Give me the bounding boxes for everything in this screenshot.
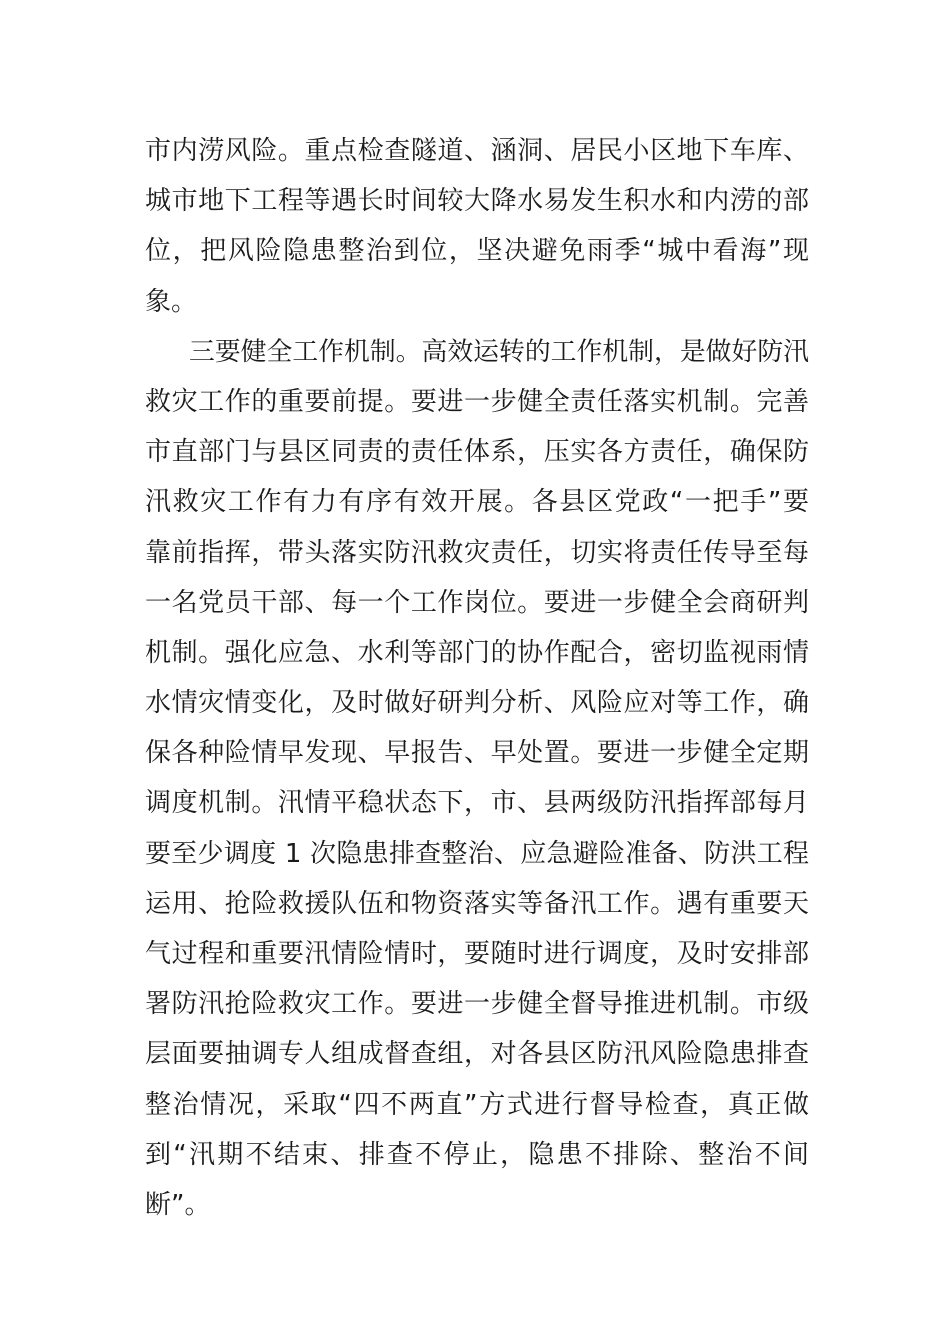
text-line: 市直部门与县区同责的责任体系，压实各方责任，确保防 <box>145 437 809 468</box>
text-line: 三要健全工作机制。高效运转的工作机制，是做好防汛 <box>189 336 809 367</box>
text-line: 城市地下工程等遇长时间较大降水易发生积水和内涝的部 <box>145 186 809 217</box>
text-line: 要至少调度 1 次隐患排查整治、应急避险准备、防洪工程 <box>145 838 809 869</box>
text-line: 水情灾情变化，及时做好研判分析、风险应对等工作，确 <box>145 688 809 719</box>
text-line: 断”。 <box>145 1189 211 1220</box>
document-body <box>145 126 809 1230</box>
text-line: 保各种险情早发现、早报告、早处置。要进一步健全定期 <box>145 738 809 769</box>
text-line: 调度机制。汛情平稳状态下，市、县两级防汛指挥部每月 <box>145 788 809 819</box>
text-line: 层面要抽调专人组成督查组，对各县区防汛风险隐患排查 <box>145 1039 809 1070</box>
text-line: 署防汛抢险救灾工作。要进一步健全督导推进机制。市级 <box>145 989 809 1020</box>
text-line: 一名党员干部、每一个工作岗位。要进一步健全会商研判 <box>145 587 809 618</box>
text-line: 象。 <box>145 286 198 317</box>
text-line: 靠前指挥，带头落实防汛救灾责任，切实将责任传导至每 <box>145 537 809 568</box>
text-line: 救灾工作的重要前提。要进一步健全责任落实机制。完善 <box>145 386 809 417</box>
text-line: 机制。强化应急、水利等部门的协作配合，密切监视雨情 <box>145 637 809 668</box>
text-line: 整治情况，采取“四不两直”方式进行督导检查，真正做 <box>145 1089 809 1120</box>
text-line: 运用、抢险救援队伍和物资落实等备汛工作。遇有重要天 <box>145 888 809 919</box>
paragraph-2 <box>145 327 809 1230</box>
text-line: 气过程和重要汛情险情时，要随时进行调度，及时安排部 <box>145 939 809 969</box>
text-line: 市内涝风险。重点检查隧道、涵洞、居民小区地下车库、 <box>145 136 809 166</box>
text-line: 位，把风险隐患整治到位，坚决避免雨季“城中看海”现 <box>145 236 809 267</box>
paragraph-1 <box>145 126 809 327</box>
text-line: 到“汛期不结束、排查不停止，隐患不排除、整治不间 <box>145 1139 809 1170</box>
text-line: 汛救灾工作有力有序有效开展。各县区党政“一把手”要 <box>145 487 809 518</box>
